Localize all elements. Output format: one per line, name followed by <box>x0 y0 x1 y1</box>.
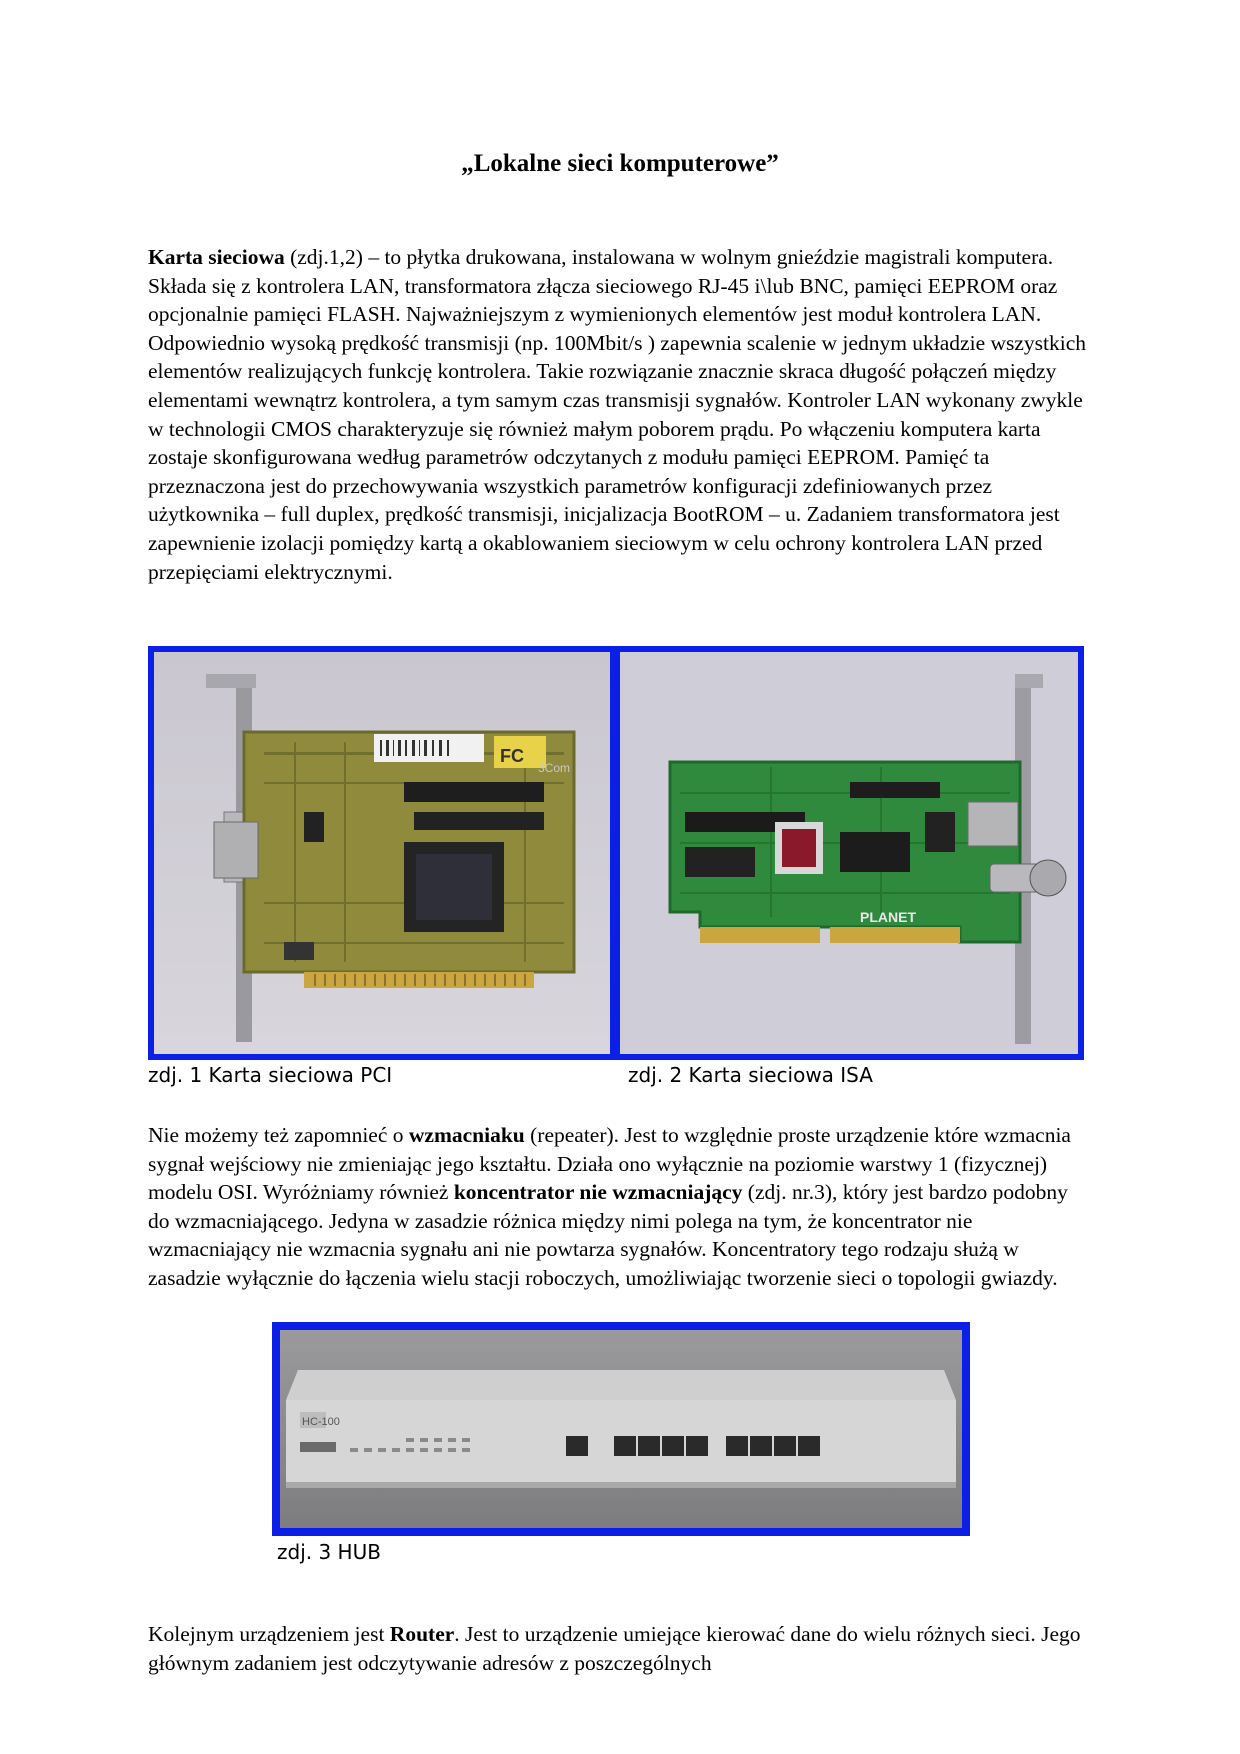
paragraph-router <box>148 1620 1088 1677</box>
term-router: Router <box>389 1622 455 1646</box>
term-repeater: wzmacniaku <box>408 1123 525 1147</box>
caption-photo-1: zdj. 1 Karta sieciowa PCI <box>148 1063 393 1087</box>
paragraph-network-card-text: (zdj.1,2) – to płytka drukowana, instalowana w wolnym gnieździe magistrali komputera. Składa się z kontrolera LAN, transformatora złącza sieciowego RJ-45 i\lub BNC, pamięci EEPROM oraz opcjonalnie pamięci FLASH. Najważniejszym z wymienionych elementów jest moduł kontrolera LAN. Odpowiednio wysoką prędkość transmisji (np. 100Mbit/s ) zapewnia scalenie w jednym układzie wszystkich elementów realizujących funkcję kontrolera. Takie rozwiązanie znacznie skraca długość połączeń między elementami wewnątrz kontrolera, a tym samym czas transmisji sygnałów. Kontroler LAN wykonany zwykle w technologii CMOS charakteryzuje się również małym poborem prądu. Po włączeniu komputera karta zostaje skonfigurowana według parametrów odczytanych z modułu pamięci EEPROM. Pamięć ta przeznaczona jest do przechowywania wszystkich parametrów konfiguracji zdefiniowanych przez użytkownika – full duplex, prędkość transmisji, inicjalizacja BootROM – u. Zadaniem transformatora jest zapewnienie izolacji pomiędzy kartą a okablowaniem sieciowym w celu ochrony kontrolera LAN przed przepięciami elektrycznymi. <box>148 245 1087 584</box>
photo-hub <box>280 1330 962 1528</box>
term-network-card: Karta sieciowa <box>148 245 285 269</box>
hub-model-label: HC-100 <box>302 1416 340 1428</box>
paragraph-repeater-t2: (repeater). Jest to względnie proste urządzenie które wzmacnia sygnał wejściowy nie zmieniając jego kształtu. Działa ono wyłącznie na poziomie warstwy 1 (fizycznej) modelu OSI. Wyróżniamy również <box>148 1123 1071 1205</box>
caption-photo-3: zdj. 3 HUB <box>277 1540 381 1564</box>
paragraph-repeater-t1: Nie możemy też zapomnieć o <box>148 1123 409 1147</box>
caption-photo-2: zdj. 2 Karta sieciowa ISA <box>628 1063 873 1087</box>
paragraph-router-t2: . Jest to urządzenie umiejące kierować dane do wielu różnych sieci. Jego głównym zadaniem jest odczytywanie adresów z poszczególnych <box>148 1622 1081 1675</box>
term-hub: koncentrator nie wzmacniający <box>453 1180 743 1205</box>
document-title: „Lokalne sieci komputerowe” <box>461 150 779 177</box>
photo-pci-card <box>154 652 610 1054</box>
svg-text:FC: FC <box>500 746 524 766</box>
paragraph-repeater-t3: (zdj. nr.3), który jest bardzo podobny do wzmacniającego. Jedyna w zasadzie różnica między nimi polega na tym, że koncentrator nie wzmacniający nie wzmacnia sygnału ani nie powtarza sygnałów. Koncentratory tego rodzaju służą w zasadzie wyłącznie do łączenia wielu stacji roboczych, umożliwiając tworzenie sieci o topologii gwiazdy. <box>148 1180 1068 1290</box>
isa-card-brand: PLANET <box>860 909 916 925</box>
photo-isa-card <box>620 652 1078 1054</box>
paragraph-repeater <box>148 1121 1088 1293</box>
paragraph-router-t1: Kolejnym urządzeniem jest <box>148 1622 390 1646</box>
pci-card-brand: 3Com <box>538 761 571 775</box>
paragraph-network-card <box>148 243 1088 586</box>
